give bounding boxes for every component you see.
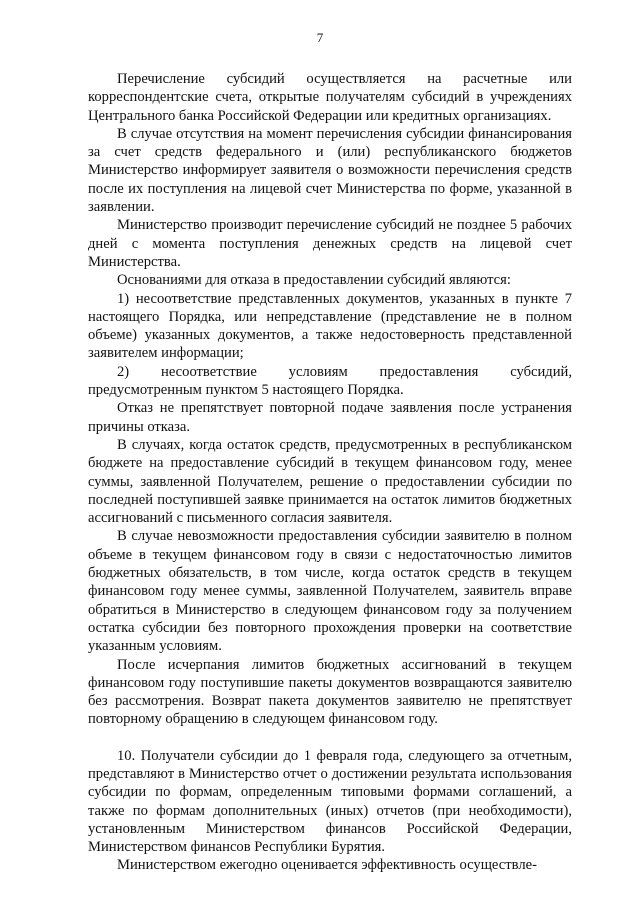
paragraph-refusal-grounds: Основаниями для отказа в предоставлении субсидий являются: bbox=[117, 272, 511, 289]
paragraph-remaining-funds: В случаях, когда остаток средств, предусмотренных в республиканском бюджете на предоставление субсидий в текущем финансовом году, менее суммы, заявленной Получателем, решение о предоставлении субсидии по последней поступившей заявке принимается на остаток лимитов бюджетных ассигнований с письменного согласия заявителя. bbox=[88, 436, 572, 527]
page-number: 7 bbox=[316, 30, 324, 45]
paragraph-efficiency-evaluation: Министерством ежегодно оценивается эффективность осуществле- bbox=[117, 857, 537, 874]
paragraph-section-10-report: 10. Получатели субсидии до 1 февраля года, следующего за отчетным, представляют в Министерство отчет о достижении результата использования субсидии по формам, определенным типовыми формами соглашений, а также по формам дополнительных (иных) отчетов (при необходимости), установленным Министерством финансов Российской Федерации, Министерством финансов Республики Бурятия. bbox=[88, 747, 572, 856]
paragraph-refusal-ground-1: 1) несоответствие представленных документов, указанных в пункте 7 настоящего Порядка, или непредставление (представление не в полном объеме) указанных документов, а также недостоверность представленной заявителем информации; bbox=[88, 290, 572, 362]
paragraph-refusal-ground-2: 2) несоответствие условиям предоставления субсидий, предусмотренным пунктом 5 настоящего Порядка. bbox=[88, 363, 572, 399]
paragraph-refusal-resubmit: Отказ не препятствует повторной подаче заявления после устранения причины отказа. bbox=[88, 400, 572, 435]
paragraph-transfer-accounts: Перечисление субсидий осуществляется на расчетные или корреспондентские счета, открытые получателям субсидий в учреждениях Центрального банка Российской Федерации или кредитных организациях. bbox=[88, 71, 572, 124]
paragraph-limits-exhausted: После исчерпания лимитов бюджетных ассигнований в текущем финансовом году поступившие пакеты документов возвращаются заявителю без рассмотрения. Возврат пакета документов заявителю не препятствует повторному обращению в следующем финансовом году. bbox=[88, 656, 572, 728]
paragraph-no-funding: В случае отсутствия на момент перечисления субсидии финансирования за счет средств федерального и (или) республиканского бюджетов Министерство информирует заявителя о возможности перечисления средств после их поступления на лицевой счет Министерства по форме, указанной в заявлении. bbox=[88, 125, 572, 216]
paragraph-insufficient-limits: В случае невозможности предоставления субсидии заявителю в полном объеме в текущем финансовом году в связи с недостаточностью лимитов бюджетных обязательств, в том числе, когда остаток средств в текущем финансовом году менее суммы, заявленной Получателем, заявитель вправе обратиться в Министерство в следующем финансовом году за получением остатка субсидии без повторного прохождения проверки на соответствие указанным условиям. bbox=[88, 528, 572, 655]
document-body bbox=[88, 70, 572, 875]
paragraph-transfer-deadline: Министерство производит перечисление субсидий не позднее 5 рабочих дней с момента поступления денежных средств на лицевой счет Министерства. bbox=[88, 217, 572, 270]
